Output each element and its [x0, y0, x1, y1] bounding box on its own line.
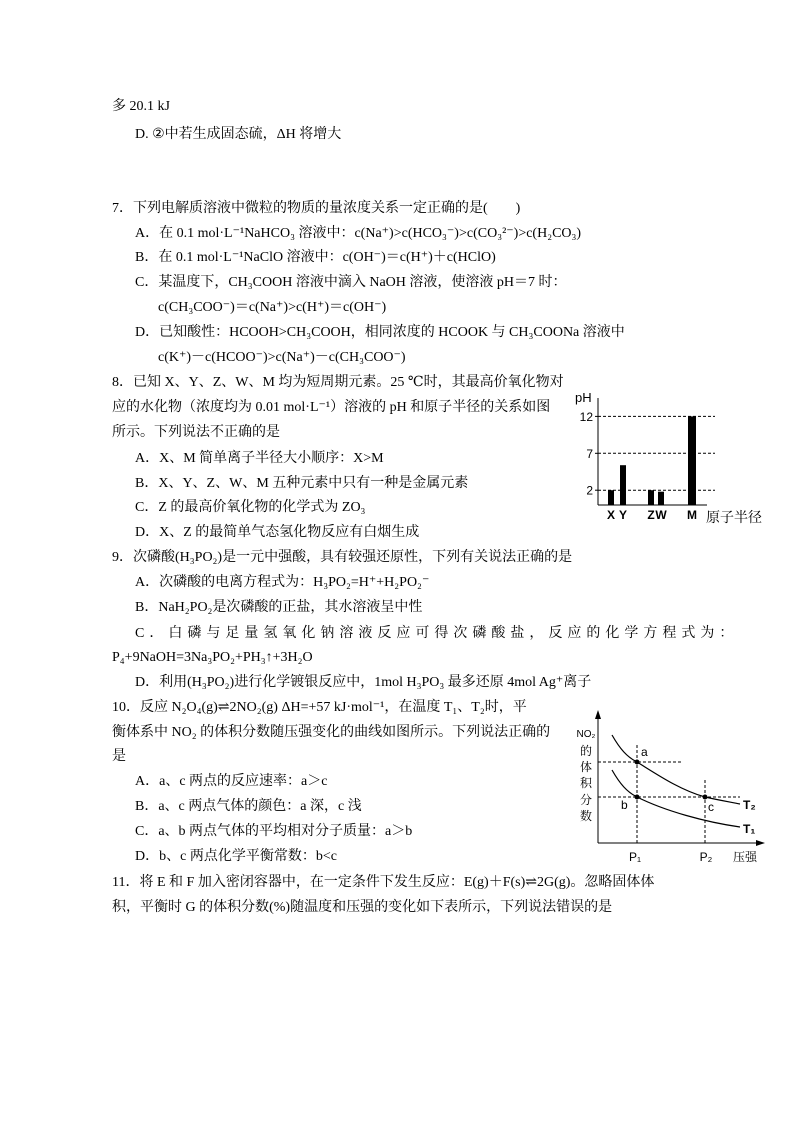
q9-option-c-line1: C．白磷与足量氢氧化钠溶液反应可得次磷酸盐，反应的化学方程式为：	[135, 626, 739, 641]
q8-option-d: D．X、Z 的最简单气态氢化物反应有白烟生成	[135, 525, 420, 540]
q10-option-a: A．a、c 两点的反应速率：a＞c	[135, 774, 328, 789]
q6-option-d: D. ②中若生成固态硫，ΔH 将增大	[135, 127, 342, 142]
x-axis-label: 原子半径	[706, 509, 762, 525]
q8-stem-line1: 8．已知 X、Y、Z、W、M 均为短周期元素。25 ℃时，其最高价氧化物对	[112, 375, 564, 390]
x-axis-label: 压强	[732, 850, 758, 864]
q10-stem-line3: 是	[112, 749, 126, 764]
q8-stem-line3: 所示。下列说法不正确的是	[112, 425, 280, 440]
point-label-a: a	[641, 745, 648, 759]
q10-option-b: B．a、c 两点气体的颜色：a 深，c 浅	[135, 799, 362, 814]
q8-option-a: A．X、M 简单离子半径大小顺序：X>M	[135, 451, 384, 466]
q8-stem-line2: 应的水化物（浓度均为 0.01 mol·L⁻¹）溶液的 pH 和原子半径的关系如图	[112, 400, 551, 415]
q7-option-a: A．在 0.1 mol·L⁻¹NaHCO₃ 溶液中：c(Na⁺)>c(HCO₃⁻)>c(CO₃²⁻)>c(H₂CO₃)	[135, 226, 582, 241]
q7-stem: 7．下列电解质溶液中微粒的物质的量浓度关系一定正确的是( )	[112, 201, 521, 216]
q10-option-d: D．b、c 两点化学平衡常数：b<c	[135, 849, 337, 864]
point-label-b: b	[621, 798, 628, 812]
tick-label-7: 7	[586, 446, 593, 461]
q7-option-c-line1: C．某温度下，CH₃COOH 溶液中滴入 NaOH 溶液，使溶液 pH＝7 时：	[135, 275, 567, 290]
q9-option-a: A．次磷酸的电离方程式为：H₃PO₂=H⁺+H₂PO₂⁻	[135, 575, 430, 590]
y-axis-label-part-2: 的	[579, 744, 593, 758]
q9-option-b: B．NaH₂PO₂是次磷酸的正盐，其水溶液呈中性	[135, 600, 423, 615]
q6-stem-end: 多 20.1 kJ	[112, 99, 170, 114]
point-a	[635, 760, 640, 765]
y-axis-label-part-5: 分	[579, 793, 593, 807]
q7-option-d-line2: c(K⁺)－c(HCOO⁻)>c(Na⁺)－c(CH₃COO⁻)	[158, 350, 406, 365]
figure-ph-vs-atomic-radius	[565, 378, 770, 528]
series-label-t2: T₂	[743, 798, 756, 812]
category-label-y: Y	[618, 508, 628, 522]
y-axis-label-part-1: NO₂	[576, 729, 596, 740]
tick-label-12: 12	[579, 409, 593, 424]
q10-stem-line2: 衡体系中 NO₂ 的体积分数随压强变化的曲线如图所示。下列说法正确的	[112, 725, 551, 740]
bar-z	[648, 490, 654, 505]
point-c	[703, 795, 708, 800]
y-axis-label-part-6: 数	[579, 809, 593, 823]
y-axis-label-part-3: 体	[579, 760, 593, 774]
q8-option-c: C．Z 的最高价氧化物的化学式为 ZO₃	[135, 500, 366, 515]
q10-stem-line1: 10．反应 N₂O₄(g)⇌2NO₂(g) ΔH=+57 kJ·mol⁻¹，在温度 T₁、T₂时，平	[112, 700, 527, 715]
bar-w	[658, 492, 664, 505]
q9-option-c-equation: P₄+9NaOH=3Na₃PO₂+PH₃↑+3H₂O	[112, 650, 313, 665]
category-label-w: W	[655, 508, 667, 522]
series-label-t1: T₁	[743, 822, 756, 836]
category-label-z: Z	[647, 508, 655, 522]
q11-stem-line2: 积，平衡时 G 的体积分数(%)随温度和压强的变化如下表所示，下列说法错误的是	[112, 900, 613, 915]
y-axis-label-part-4: 积	[579, 776, 593, 790]
q7-option-c-line2: c(CH₃COO⁻)＝c(Na⁺)>c(H⁺)＝c(OH⁻)	[158, 300, 387, 315]
tick-label-2: 2	[586, 483, 593, 498]
q7-option-b: B．在 0.1 mol·L⁻¹NaClO 溶液中：c(OH⁻)＝c(H⁺)＋c(HClO)	[135, 250, 496, 265]
bar-y	[620, 465, 626, 505]
q8-option-b: B．X、Y、Z、W、M 五种元素中只有一种是金属元素	[135, 476, 469, 491]
y-axis-arrow-icon	[595, 710, 601, 719]
point-label-c: c	[708, 800, 714, 814]
y-axis-label: pH	[575, 390, 592, 405]
x-axis-arrow-icon	[756, 840, 765, 846]
figure-no2-fraction-vs-pressure	[570, 705, 770, 870]
q9-stem: 9．次磷酸(H₃PO₂)是一元中强酸，具有较强还原性，下列有关说法正确的是	[112, 550, 573, 565]
x-tick-label-p2: P₂	[699, 850, 713, 864]
q7-option-d-line1: D．已知酸性：HCOOH>CH₃COOH，相同浓度的 HCOOK 与 CH₃COONa 溶液中	[135, 325, 625, 340]
curve-t1	[612, 770, 740, 827]
bar-m	[688, 416, 696, 505]
point-b	[635, 795, 640, 800]
q10-option-c: C．a、b 两点气体的平均相对分子质量：a＞b	[135, 824, 413, 839]
category-label-m: M	[687, 508, 697, 522]
q11-stem-line1: 11．将 E 和 F 加入密闭容器中，在一定条件下发生反应：E(g)＋F(s)⇌2G(g)。忽略固体体	[112, 875, 655, 890]
category-label-x: X	[606, 508, 616, 522]
x-tick-label-p1: P₁	[628, 850, 642, 864]
q9-option-d: D．利用(H₃PO₂)进行化学镀银反应中，1mol H₃PO₃ 最多还原 4mol Ag⁺离子	[135, 675, 592, 690]
bar-x	[608, 490, 614, 505]
